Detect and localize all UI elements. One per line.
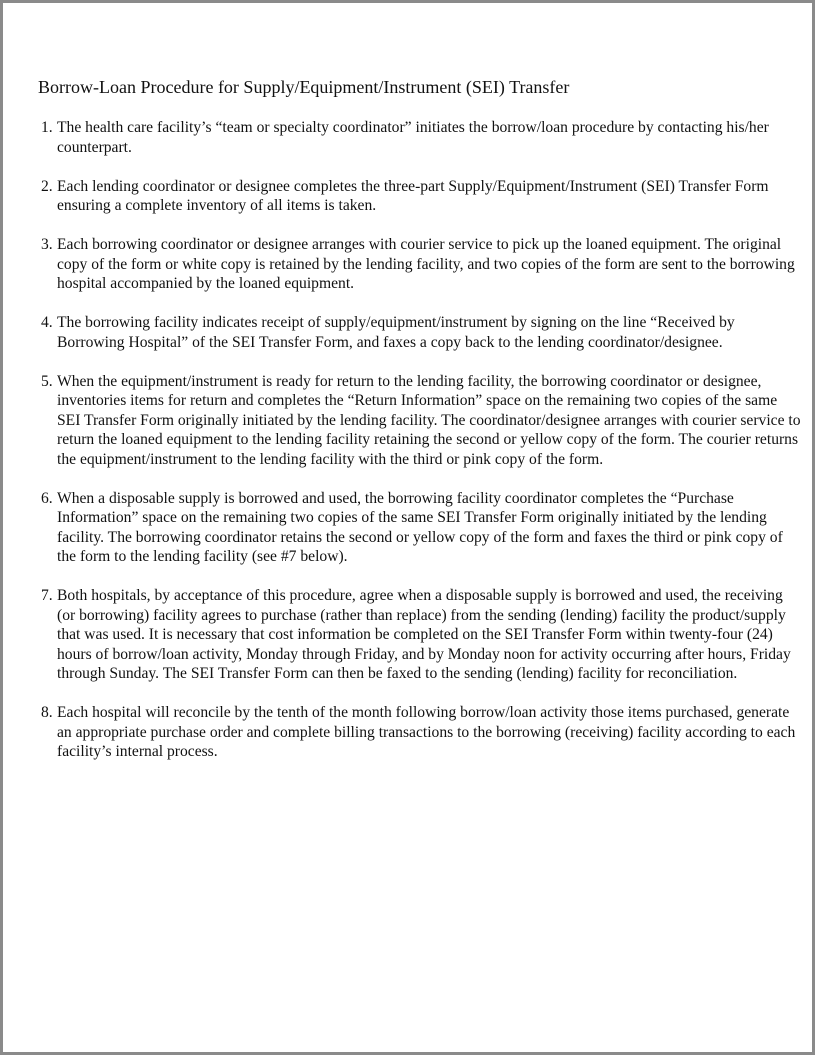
document-title: Borrow-Loan Procedure for Supply/Equipment/Instrument (SEI) Transfer xyxy=(38,77,570,97)
step-number: 4. xyxy=(41,314,53,331)
step-number: 2. xyxy=(41,177,53,195)
step-number: 6. xyxy=(41,489,53,507)
step-number: 3. xyxy=(41,236,53,253)
step-text: Both hospitals, by acceptance of this procedure, agree when a disposable supply is borrowed and used, the receiving (or borrowing) facility agrees to purchase (rather than replace) from the sending (lending) facility the product/supply that was used. It is necessary that cost information be completed on the SEI Transfer Form within twenty-four (24) hours of borrow/loan activity, Monday through Friday, and by Monday noon for activity occurring after hours, Friday through Sunday. The SEI Transfer Form can then be faxed to the sending (lending) facility for reconciliation. xyxy=(57,587,791,682)
procedure-step xyxy=(41,703,801,762)
procedure-step xyxy=(41,313,801,352)
step-text: When the equipment/instrument is ready for return to the lending facility, the borrowing coordinator or designee, inventories items for return and completes the “Return Information” space on the remaining two copies of the same SEI Transfer Form originally initiated by the lending facility. The coordinator/designee arranges with courier service to return the loaned equipment to the lending facility retaining the second or yellow copy of the form. The courier returns the equipment/instrument to the lending facility with the third or pink copy of the form. xyxy=(57,372,801,468)
procedure-step xyxy=(41,235,801,294)
procedure-steps-list xyxy=(41,118,801,781)
procedure-step xyxy=(41,177,801,216)
step-number: 1. xyxy=(41,119,53,136)
step-text: Each borrowing coordinator or designee arranges with courier service to pick up the loaned equipment. The original copy of the form or white copy is retained by the lending facility, and two copies of the form are sent to the borrowing hospital accompanied by the loaned equipment. xyxy=(57,236,795,292)
step-number: 5. xyxy=(41,372,53,390)
procedure-step xyxy=(41,118,801,157)
step-text: Each hospital will reconcile by the tenth of the month following borrow/loan activity those items purchased, generate an appropriate purchase order and complete billing transactions to the borrowing (receiving) facility according to each facility’s internal process. xyxy=(57,704,796,760)
step-number: 7. xyxy=(41,587,53,604)
step-text: When a disposable supply is borrowed and used, the borrowing facility coordinator completes the “Purchase Information” space on the remaining two copies of the same SEI Transfer Form originally initiated by the lending facility. The borrowing coordinator retains the second or yellow copy of the form and faxes the third or pink copy of the form to the lending facility (see #7 below). xyxy=(57,489,783,565)
procedure-step xyxy=(41,489,801,567)
step-number: 8. xyxy=(41,704,53,721)
step-text: The borrowing facility indicates receipt of supply/equipment/instrument by signing on the line “Received by Borrowing Hospital” of the SEI Transfer Form, and faxes a copy back to the lending coordinator/designee. xyxy=(57,314,735,351)
procedure-step xyxy=(41,586,801,684)
procedure-step xyxy=(41,372,801,470)
step-text: Each lending coordinator or designee completes the three-part Supply/Equipment/Instrument (SEI) Transfer Form ensuring a complete inventory of all items is taken. xyxy=(57,177,769,214)
step-text: The health care facility’s “team or specialty coordinator” initiates the borrow/loan procedure by contacting his/her counterpart. xyxy=(57,119,769,156)
